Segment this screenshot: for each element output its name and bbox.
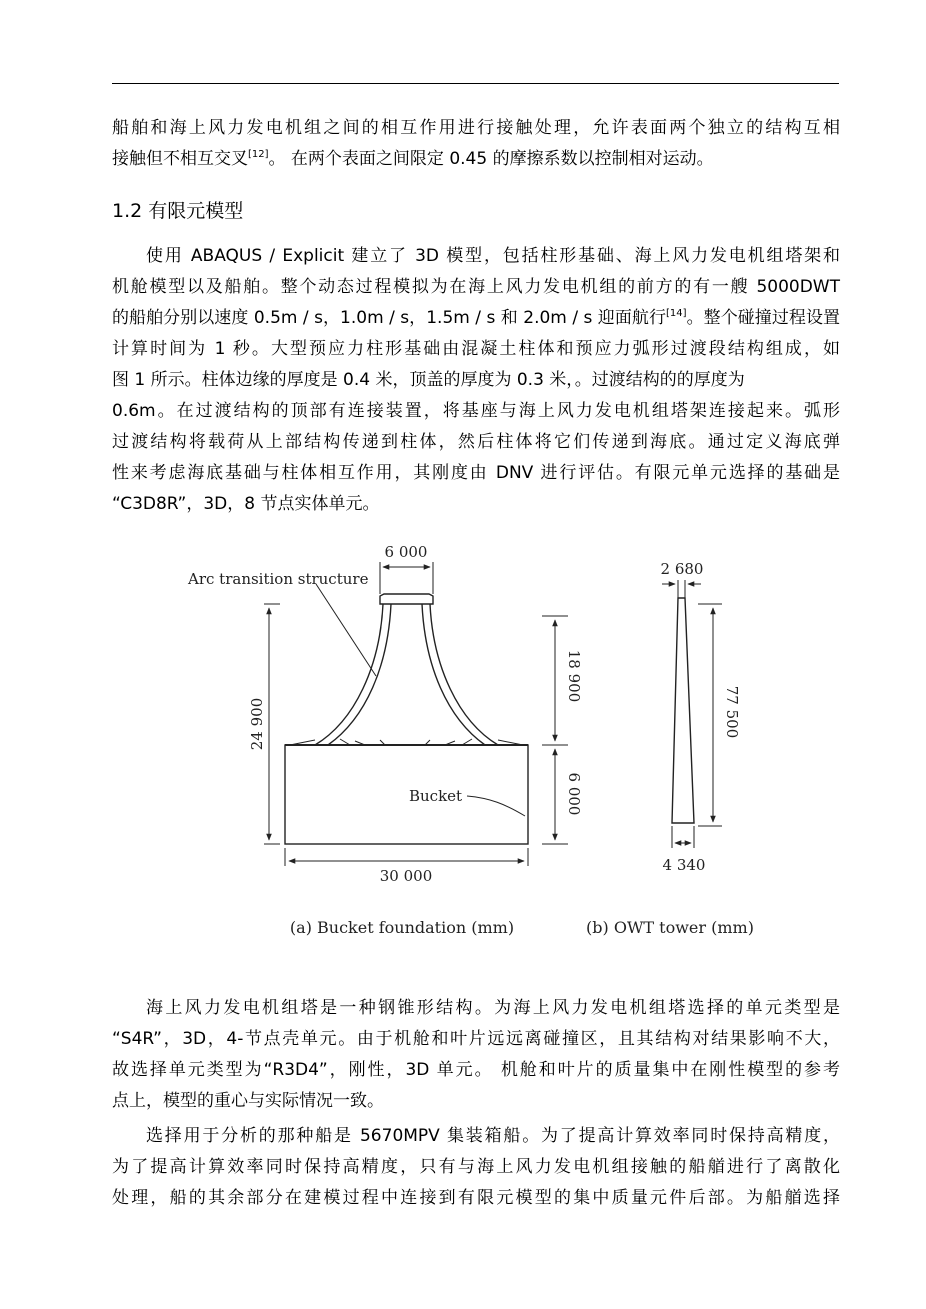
upper-height-label: 18 900 (565, 649, 583, 703)
tower-base-width-label: 4 340 (662, 856, 706, 874)
bucket-body (285, 745, 528, 844)
total-height-label: 24 900 (248, 697, 266, 751)
citation-ref: [12] (248, 149, 269, 160)
text-line: 海上风力发电机组塔是一种钢锥形结构。为海上风力发电机组塔选择的单元类型是 (146, 998, 840, 1018)
text-line: 故选择单元类型为“R3D4”，刚性，3D 单元。 机舱和叶片的质量集中在刚性模型的参考 (112, 1060, 840, 1080)
text-line: “C3D8R”，3D，8 节点实体单元。 (112, 494, 380, 514)
text-line: 性来考虑海底基础与柱体相互作用，其刚度由 DNV 进行评估。有限元单元选择的基础是 (112, 463, 840, 483)
paragraph-fe-model (112, 241, 840, 520)
text-line: 点上，模型的重心与实际情况一致。 (112, 1091, 384, 1111)
caption-b: (b) OWT tower (mm) (586, 918, 754, 937)
text-line: 图 1 所示。柱体边缘的厚度是 0.4 米，顶盖的厚度为 0.3 米，。过渡结构的的厚度为 (112, 370, 745, 390)
text-line: 机舱模型以及船舶。整个动态过程模拟为在海上风力发电机组的前方的有一艘 5000DWT (112, 277, 840, 297)
text-span: 。整个碰撞过程设置 (686, 308, 840, 328)
owt-tower-drawing (662, 580, 722, 848)
text-line: 为了提高计算效率同时保持高精度，只有与海上风力发电机组接触的船艏进行了离散化 (112, 1157, 840, 1177)
paragraph-contact (112, 113, 840, 175)
text-span: 接触但不相互交叉 (112, 149, 248, 169)
citation-ref: [14] (666, 308, 687, 319)
paragraph-tower-elements (112, 993, 840, 1117)
paragraph-ship (112, 1121, 840, 1214)
text-line (112, 144, 840, 175)
arc-right-outer (430, 604, 498, 745)
bucket-label: Bucket (409, 787, 463, 805)
caption-a: (a) Bucket foundation (mm) (289, 918, 515, 937)
lower-height-label: 6 000 (565, 772, 583, 816)
text-line: 过渡结构将载荷从上部结构传递到柱体，然后柱体将它们传递到海底。通过定义海底弹 (112, 432, 840, 452)
text-line: 0.6m。在过渡结构的顶部有连接装置，将基座与海上风力发电机组塔架连接起来。弧形 (112, 401, 840, 421)
tower-top-width-label: 2 680 (660, 560, 704, 578)
bucket-foundation-drawing (264, 562, 568, 866)
text-line: 选择用于分析的那种船是 5670MPV 集装箱船。为了提高计算效率同时保持高精度， (146, 1126, 840, 1146)
text-span: 的船舶分别以速度 0.5m / s，1.0m / s，1.5m / s 和 2.0m / s 迎面航行 (112, 308, 667, 328)
arc-transition-label: Arc transition structure (188, 570, 369, 588)
arc-left-outer (315, 604, 383, 745)
text-line: 船舶和海上风力发电机组之间的相互作用进行接触处理，允许表面两个独立的结构互相 (112, 118, 840, 138)
top-width-label: 6 000 (384, 543, 428, 561)
text-line: “S4R”，3D，4-节点壳单元。由于机舱和叶片远远离碰撞区，且其结构对结果影响不大， (112, 1029, 840, 1049)
text-line: 计算时间为 1 秒。大型预应力柱形基础由混凝土柱体和预应力弧形过渡段结构组成，如 (112, 339, 840, 359)
tower-outline (672, 598, 694, 823)
section-heading: 1.2 有限元模型 (112, 200, 244, 222)
text-line: 处理，船的其余部分在建模过程中连接到有限元模型的集中质量元件后部。为船艏选择 (112, 1188, 840, 1208)
text-line (112, 303, 840, 334)
figure-bucket-and-tower (180, 536, 780, 946)
text-span: 。 在两个表面之间限定 0.45 的摩擦系数以控制相对运动。 (268, 149, 714, 169)
tower-height-label: 77 500 (723, 685, 741, 739)
base-width-label: 30 000 (379, 867, 433, 885)
text-line: 使用 ABAQUS / Explicit 建立了 3D 模型，包括柱形基础、海上风力发电机组塔架和 (146, 246, 840, 266)
header-rule (112, 83, 839, 84)
top-connector (380, 594, 433, 604)
